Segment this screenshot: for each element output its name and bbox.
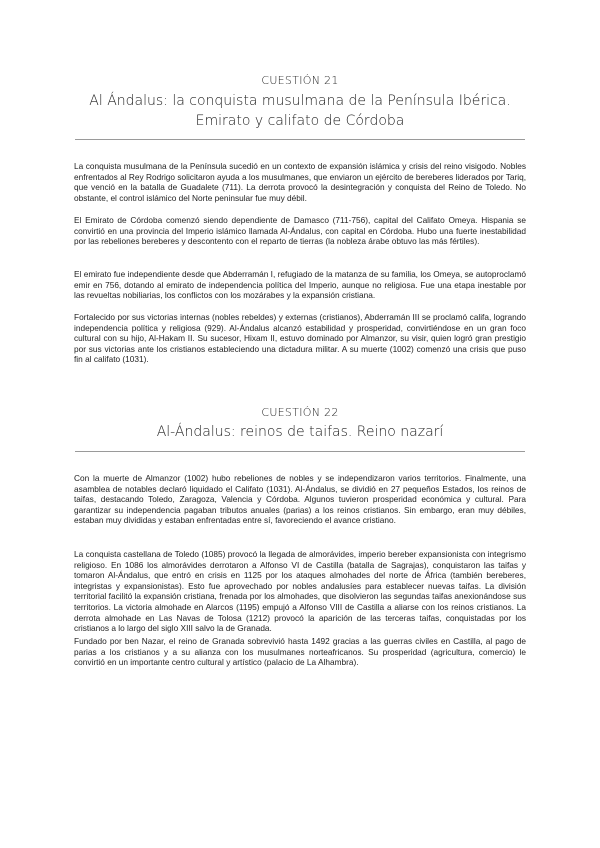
paragraph-21-4: Fortalecido por sus victorias internas (nobles rebeldes) y externas (cristianos), Abderramán III se proclamó califa, logrando independencia política y religiosa (929). Al-Ándalus alcanzó estabilidad y prosperidad, convirtiéndose en un gran foco cultural con su hijo, Al-Hakam II. Su sucesor, Hixam II, estuvo dominado por Almanzor, su visir, quien logró gran prestigio por sus victorias ante los cristianos estableciendo una dictadura militar. A su muerte (1002) comenzó una crisis que puso fin al califato (1031).: [74, 312, 526, 365]
paragraph-22-3: Fundado por ben Nazar, el reino de Granada sobrevivió hasta 1492 gracias a las guerras civiles en Castilla, al pago de parias a los cristianos y a su alianza con los musulmanes norteafricanos. Su prosperidad (agricultura, comercio) le convirtió en un importante centro cultural y artístico (palacio de La Alhambra).: [74, 636, 526, 668]
paragraph-22-1: Con la muerte de Almanzor (1002) hubo rebeliones de nobles y se independizaron varios territorios. Finalmente, una asamblea de notables declaró liquidado el Califato (1031). Al-Ándalus, se dividió en 27 pequeños Estados, los reinos de taifas, destacando Toledo, Zaragoza, Valencia y Córdoba. Algunos tuvieron prosperidad económica y cultural. Para garantizar su independencia pagaban tributos anuales (parias) a los reinos cristianos. Sin embargo, eran muy débiles, estaban muy divididas y estaban enfrentadas entre sí, favoreciendo el avance cristiano.: [74, 473, 526, 526]
paragraph-21-1: La conquista musulmana de la Península sucedió en un contexto de expansión islámica y crisis del reino visigodo. Nobles enfrentados al Rey Rodrigo solicitaron ayuda a los musulmanes, que enviaron un ejército de bereberes liderados por Tariq, que venció en la batalla de Guadalete (711). La derrota provocó la desintegración y conquista del Reino de Toledo. No obstante, el control islámico del Norte peninsular fue muy débil.: [74, 161, 526, 203]
paragraph-22-2: La conquista castellana de Toledo (1085) provocó la llegada de almorávides, imperio bereber expansionista con integrismo religioso. En 1086 los almorávides derrotaron a Alfonso VI de Castilla (batalla de Sagrajas), conquistaron las taifas y tomaron Al-Ándalus, que entró en crisis en 1125 por los ataques almohades del norte de África (también bereberes, integristas y expansionistas). Esto fue aprovechado por nobles andalusíes para establecer nuevas taifas. La división territorial facilitó la expansión cristiana, frenada por los almohades, que disolvieron las segundas taifas anexionándose sus territorios. La victoria almohade en Alarcos (1195) empujó a Alfonso VIII de Castilla a aliarse con los reinos cristianos. La derrota almohade en Las Navas de Tolosa (1212) provocó la aparición de las terceras taifas, conquistadas por los cristianos a lo largo del siglo XIII salvo la de Granada.: [74, 549, 526, 634]
paragraph-21-3: El emirato fue independiente desde que Abderramán I, refugiado de la matanza de su familia, los Omeya, se autoproclamó emir en 756, dotando al emirato de independencia política del Imperio, aunque no religiosa. Fue una etapa inestable por las revueltas nobiliarias, los conflictos con los mozárabes y la expansión cristiana.: [74, 269, 526, 301]
section-label-21: CUESTIÓN 21: [261, 74, 339, 87]
paragraph-21-2: El Emirato de Córdoba comenzó siendo dependiente de Damasco (711-756), capital del Califato Omeya. Hispania se convirtió en una provincia del Imperio islámico llamada Al-Ándalus, con capital en Córdoba. Hubo una fuerte inestabilidad por las rebeliones bereberes y descontento con el reparto de tierras (la nobleza árabe obtuvo las más fértiles).: [74, 215, 526, 247]
section-title-22: Al-Ándalus: reinos de taifas. Reino nazarí: [156, 424, 444, 440]
section-title-21: Al Ándalus: la conquista musulmana de la Península Ibérica. Emirato y califato de Córdoba: [89, 93, 511, 129]
section-label-22: CUESTIÓN 22: [261, 406, 339, 419]
section-divider: [75, 139, 525, 140]
section-divider: [75, 451, 525, 452]
